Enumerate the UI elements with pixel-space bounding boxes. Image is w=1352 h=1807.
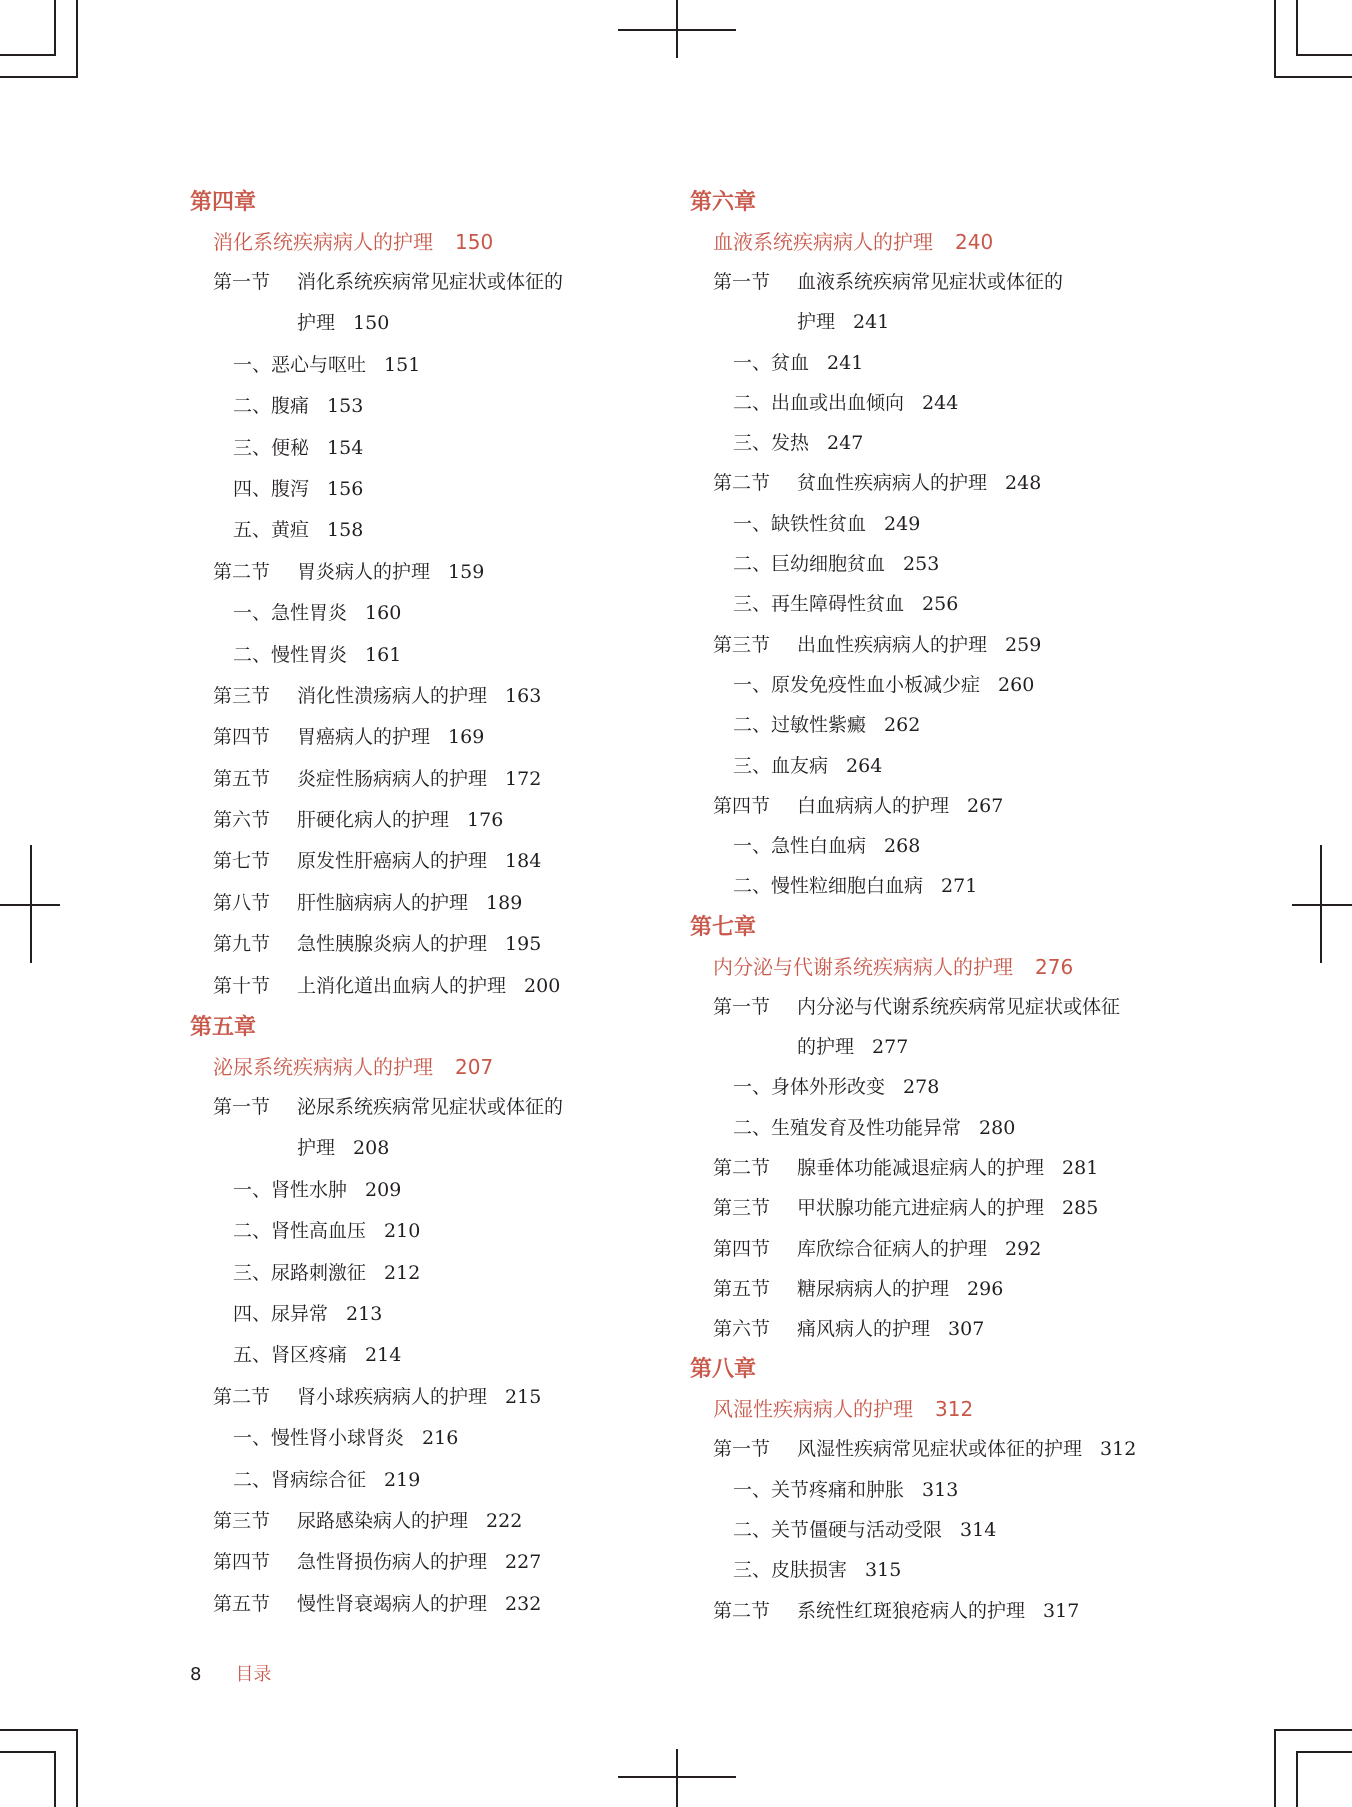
section-label: 第一节 <box>713 271 771 293</box>
page-number: 172 <box>505 767 542 790</box>
toc-section[interactable]: 第六节 肝硬化病人的护理 176 <box>190 800 670 841</box>
crop-mark <box>0 76 78 78</box>
chapter-heading[interactable]: 第五章 <box>190 1015 257 1041</box>
section-label: 第四节 <box>713 1237 771 1260</box>
toc-section[interactable]: 第一节 风湿性疾病常见症状或体征的护理 312 <box>690 1429 1190 1469</box>
page-number: 232 <box>505 1592 542 1615</box>
section-label: 第一节 <box>713 995 771 1018</box>
page-number: 280 <box>979 1116 1016 1139</box>
toc-section[interactable]: 第五节 慢性肾衰竭病人的护理 232 <box>190 1584 670 1625</box>
toc-item[interactable]: 一、原发免疫性血小板减少症 260 <box>733 673 1035 696</box>
crop-mark <box>54 0 56 56</box>
toc-section[interactable]: 第三节 甲状腺功能亢进症病人的护理 285 <box>690 1188 1190 1228</box>
crop-mark <box>676 1749 678 1807</box>
page-number: 268 <box>884 835 921 858</box>
toc-item[interactable]: 一、恶心与呕吐 151 <box>233 353 421 376</box>
toc-item[interactable]: 四、腹泻 156 <box>233 477 364 500</box>
page-number: 215 <box>505 1385 542 1408</box>
toc-item[interactable]: 三、便秘 154 <box>233 436 364 459</box>
toc-item[interactable]: 一、缺铁性贫血 249 <box>733 512 921 535</box>
page-number: 154 <box>327 436 364 459</box>
section-label: 第二节 <box>213 560 271 583</box>
chapter-heading[interactable]: 第七章 <box>690 914 757 940</box>
toc-section[interactable]: 第四节 库欣综合征病人的护理 292 <box>690 1229 1190 1269</box>
crop-mark <box>1296 0 1298 56</box>
toc-item[interactable]: 二、巨幼细胞贫血 253 <box>733 553 940 576</box>
crop-mark <box>0 54 56 56</box>
section-label: 第五节 <box>213 767 271 790</box>
chapter-title[interactable]: 内分泌与代谢系统疾病病人的护理 276 <box>713 954 1074 979</box>
toc-section[interactable]: 第一节 内分泌与代谢系统疾病常见症状或体征 <box>690 987 1190 1027</box>
page-number: 240 <box>955 230 994 254</box>
crop-mark <box>1292 904 1352 906</box>
toc-item[interactable]: 二、腹痛 153 <box>233 395 364 418</box>
toc-item[interactable]: 二、生殖发育及性功能异常 280 <box>733 1116 1016 1139</box>
toc-item[interactable]: 一、关节疼痛和肿胀 313 <box>733 1478 959 1501</box>
page-number: 313 <box>922 1478 959 1501</box>
page-number: 210 <box>384 1220 421 1243</box>
section-label: 第七节 <box>213 850 271 873</box>
toc-item[interactable]: 二、关节僵硬与活动受限 314 <box>733 1519 997 1542</box>
footer-title: 目录 <box>235 1664 272 1685</box>
page-number: 216 <box>422 1427 459 1450</box>
section-label: 第二节 <box>713 472 771 495</box>
page-number: 260 <box>998 673 1035 696</box>
page-number: 292 <box>1005 1237 1042 1260</box>
page-number: 248 <box>1005 472 1042 495</box>
page-number: 241 <box>827 351 864 374</box>
toc-section[interactable]: 第二节 肾小球疾病病人的护理 215 <box>190 1377 670 1418</box>
toc-section[interactable]: 第四节 白血病病人的护理 267 <box>690 786 1190 826</box>
toc-section[interactable]: 第二节 胃炎病人的护理 159 <box>190 552 670 593</box>
toc-item[interactable]: 一、急性白血病 268 <box>733 835 921 858</box>
crop-mark <box>618 1776 736 1778</box>
crop-mark <box>1296 54 1352 56</box>
crop-mark <box>76 0 78 78</box>
page-number: 209 <box>365 1178 402 1201</box>
page-number: 312 <box>1100 1438 1137 1461</box>
section-label: 第五节 <box>213 1592 271 1615</box>
toc-right-column <box>690 182 1190 1631</box>
section-label: 第二节 <box>713 1599 771 1622</box>
page-number: 253 <box>903 553 940 576</box>
section-label: 第十节 <box>213 974 271 997</box>
page-number: 259 <box>1005 633 1042 656</box>
page-number: 276 <box>1035 954 1074 979</box>
section-label: 第四节 <box>713 794 771 817</box>
toc-item[interactable]: 一、急性胃炎 160 <box>233 602 402 625</box>
page-number: 227 <box>505 1551 542 1574</box>
chapter-title[interactable]: 泌尿系统疾病病人的护理 207 <box>213 1055 494 1080</box>
section-label: 第二节 <box>213 1385 271 1408</box>
page-number: 200 <box>524 974 561 997</box>
page-number: 315 <box>865 1559 902 1582</box>
toc-section[interactable]: 第二节 腺垂体功能减退症病人的护理 281 <box>690 1148 1190 1188</box>
toc-item[interactable]: 四、尿异常 213 <box>233 1302 383 1325</box>
footer-page-number: 8 <box>190 1664 202 1685</box>
page-number: 212 <box>384 1261 421 1284</box>
page-number: 207 <box>455 1055 494 1080</box>
toc-item[interactable]: 五、肾区疼痛 214 <box>233 1344 402 1367</box>
section-label: 第三节 <box>213 1509 271 1532</box>
page-number: 214 <box>365 1344 402 1367</box>
toc-section[interactable]: 第一节 血液系统疾病常见症状或体征的 <box>690 262 1190 302</box>
page-number: 281 <box>1062 1156 1099 1179</box>
page-number: 158 <box>327 519 364 542</box>
page-number: 160 <box>365 602 402 625</box>
section-title: 消化系统疾病常见症状或体征的 <box>297 271 564 293</box>
page-number: 317 <box>1043 1599 1080 1622</box>
page-number: 247 <box>827 432 864 455</box>
section-label: 第三节 <box>713 633 771 656</box>
page-number: 184 <box>505 850 542 873</box>
toc-section[interactable]: 第一节 泌尿系统疾病常见症状或体征的 <box>190 1087 670 1128</box>
section-label: 第六节 <box>713 1318 771 1341</box>
page-number: 307 <box>948 1318 985 1341</box>
toc-item[interactable]: 一、身体外形改变 278 <box>733 1076 940 1099</box>
toc-section[interactable]: 第四节 胃癌病人的护理 169 <box>190 717 670 758</box>
page-number: 314 <box>960 1519 997 1542</box>
page-number: 151 <box>384 353 421 376</box>
chapter-title[interactable]: 风湿性疾病病人的护理 312 <box>713 1397 974 1422</box>
toc-item[interactable]: 一、慢性肾小球肾炎 216 <box>233 1427 459 1450</box>
toc-section[interactable]: 第二节 贫血性疾病病人的护理 248 <box>690 463 1190 503</box>
section-label: 第六节 <box>213 809 271 832</box>
chapter-heading[interactable]: 第六章 <box>690 190 757 215</box>
toc-section[interactable]: 第三节 尿路感染病人的护理 222 <box>190 1501 670 1542</box>
crop-mark <box>1274 1729 1352 1731</box>
crop-mark <box>1296 1751 1298 1807</box>
chapter-heading[interactable]: 第八章 <box>690 1357 757 1383</box>
toc-item[interactable]: 二、慢性胃炎 161 <box>233 643 402 666</box>
page-number: 277 <box>872 1036 909 1059</box>
page-number: 271 <box>941 875 978 898</box>
section-label: 第三节 <box>713 1197 771 1220</box>
toc-item[interactable]: 二、过敏性紫癜 262 <box>733 714 921 737</box>
page-number: 296 <box>967 1277 1004 1300</box>
toc-section[interactable]: 第二节 系统性红斑狼疮病人的护理 317 <box>690 1591 1190 1631</box>
toc-item[interactable]: 二、肾性高血压 210 <box>233 1220 421 1243</box>
section-label: 第四节 <box>213 726 271 749</box>
page-number: 169 <box>448 726 485 749</box>
page-number: 312 <box>935 1397 974 1422</box>
toc-item[interactable]: 五、黄疸 158 <box>233 519 364 542</box>
toc-section[interactable]: 第四节 急性肾损伤病人的护理 227 <box>190 1542 670 1583</box>
toc-section[interactable]: 第三节 出血性疾病病人的护理 259 <box>690 625 1190 665</box>
page-number: 213 <box>346 1302 383 1325</box>
page-number: 156 <box>327 477 364 500</box>
crop-mark <box>1274 76 1352 78</box>
crop-mark <box>76 1729 78 1807</box>
toc-section[interactable]: 第六节 痛风病人的护理 307 <box>690 1309 1190 1349</box>
page-number: 195 <box>505 933 542 956</box>
toc-section[interactable]: 第五节 炎症性肠病病人的护理 172 <box>190 759 670 800</box>
page-number: 267 <box>967 794 1004 817</box>
page-number: 285 <box>1062 1197 1099 1220</box>
toc-section[interactable]: 第七节 原发性肝癌病人的护理 184 <box>190 841 670 882</box>
page-number: 159 <box>448 560 485 583</box>
page-number: 176 <box>467 809 504 832</box>
toc-section-continuation[interactable]: 护理 150 <box>297 312 390 335</box>
toc-section[interactable]: 第五节 糖尿病病人的护理 296 <box>690 1269 1190 1309</box>
section-label: 第一节 <box>713 1438 771 1461</box>
crop-mark <box>54 1751 56 1807</box>
crop-mark <box>0 1729 78 1731</box>
page-number: 189 <box>486 891 523 914</box>
page-number: 222 <box>486 1509 523 1532</box>
toc-left-column <box>190 182 670 1625</box>
page-number: 264 <box>846 754 883 777</box>
section-label: 第九节 <box>213 933 271 956</box>
page-number: 163 <box>505 684 542 707</box>
toc-section[interactable]: 第三节 消化性溃疡病人的护理 163 <box>190 676 670 717</box>
toc-item[interactable]: 三、血友病 264 <box>733 754 883 777</box>
toc-item[interactable]: 三、皮肤损害 315 <box>733 1559 902 1582</box>
page-number: 278 <box>903 1076 940 1099</box>
chapter-heading[interactable]: 第四章 <box>190 190 257 215</box>
page-number: 219 <box>384 1468 421 1491</box>
toc-item[interactable]: 三、尿路刺激征 212 <box>233 1261 421 1284</box>
toc-item[interactable]: 三、再生障碍性贫血 256 <box>733 593 959 616</box>
crop-mark <box>618 29 736 31</box>
section-label: 第八节 <box>213 891 271 914</box>
page-number: 256 <box>922 593 959 616</box>
page-number: 244 <box>922 391 959 414</box>
section-label: 第一节 <box>213 271 271 293</box>
page-number: 161 <box>365 643 402 666</box>
toc-item[interactable]: 三、发热 247 <box>733 432 864 455</box>
crop-mark <box>0 904 60 906</box>
crop-mark <box>1274 1729 1276 1807</box>
toc-section[interactable] <box>190 262 670 303</box>
toc-section[interactable]: 第十节 上消化道出血病人的护理 200 <box>190 966 670 1007</box>
toc-item[interactable]: 一、肾性水肿 209 <box>233 1178 402 1201</box>
section-label: 第四节 <box>213 1551 271 1574</box>
toc-item[interactable]: 一、贫血 241 <box>733 351 864 374</box>
section-label: 第一节 <box>213 1096 271 1119</box>
toc-item[interactable]: 二、出血或出血倾向 244 <box>733 391 959 414</box>
page-number: 208 <box>353 1137 390 1160</box>
crop-mark <box>0 1751 56 1753</box>
page-number: 249 <box>884 512 921 535</box>
page-number: 150 <box>353 312 390 335</box>
section-label: 第五节 <box>713 1277 771 1300</box>
page-footer <box>190 1660 271 1686</box>
page-number: 153 <box>327 395 364 418</box>
crop-mark <box>1296 1751 1352 1753</box>
toc-section[interactable]: 第八节 肝性脑病病人的护理 189 <box>190 883 670 924</box>
chapter-title[interactable]: 消化系统疾病病人的护理 150 <box>213 230 494 254</box>
page-number: 241 <box>853 311 890 334</box>
toc-section-continuation[interactable]: 护理 241 <box>797 311 890 334</box>
page-number: 150 <box>455 230 494 254</box>
toc-item[interactable]: 二、肾病综合征 219 <box>233 1468 421 1491</box>
toc-section-continuation[interactable]: 的护理 277 <box>797 1036 909 1059</box>
section-label: 第二节 <box>713 1156 771 1179</box>
toc-item[interactable]: 二、慢性粒细胞白血病 271 <box>733 875 978 898</box>
toc-section[interactable]: 第九节 急性胰腺炎病人的护理 195 <box>190 924 670 965</box>
chapter-title[interactable]: 血液系统疾病病人的护理 240 <box>713 230 994 254</box>
section-label: 第三节 <box>213 684 271 707</box>
page-number: 262 <box>884 714 921 737</box>
crop-mark <box>1274 0 1276 78</box>
toc-section-continuation[interactable]: 护理 208 <box>297 1137 390 1160</box>
